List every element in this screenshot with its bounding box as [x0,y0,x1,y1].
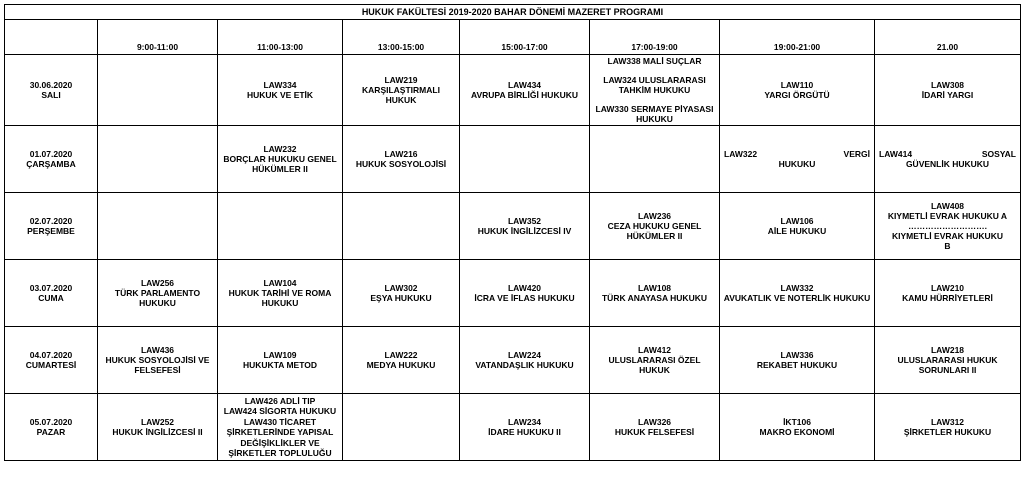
course-cell: LAW104 HUKUK TARİHİ VE ROMA HUKUKU [218,260,343,327]
course-cell: LAW106 AİLE HUKUKU [720,193,875,260]
day-label: PERŞEMBE [27,226,75,236]
table-row [5,394,1021,461]
day-label: CUMARTESİ [25,360,77,370]
header-cell-empty [5,20,98,55]
course-cell: LAW210 KAMU HÜRRİYETLERİ [875,260,1021,327]
course-cell: LAW108 TÜRK ANAYASA HUKUKU [590,260,720,327]
course-cell: LAW338 MALİ SUÇLAR LAW324 ULUSLARARASI TAHKİM HUKUKU LAW330 SERMAYE PİYASASI HUKUKU [590,55,720,126]
course-cell-empty [98,55,218,126]
course-cell: LAW236 CEZA HUKUKU GENEL HÜKÜMLER II [590,193,720,260]
header-cell: 11:00-13:00 [218,20,343,55]
header-cell: 13:00-15:00 [343,20,460,55]
course-cell: LAW332 AVUKATLIK VE NOTERLİK HUKUKU [720,260,875,327]
course-cell: LAW219 KARŞILAŞTIRMALI HUKUK [343,55,460,126]
date-label: 30.06.2020 [29,80,73,90]
course-cell: LAW224 VATANDAŞLIK HUKUKU [460,327,590,394]
course-cell: LAW420 İCRA VE İFLAS HUKUKU [460,260,590,327]
course-cell: LAW436 HUKUK SOSYOLOJİSİ VE FELSEFESİ [98,327,218,394]
course-cell: LAW336 REKABET HUKUKU [720,327,875,394]
table-row [5,126,1021,193]
course-cell: LAW222 MEDYA HUKUKU [343,327,460,394]
header-cell: 17:00-19:00 [590,20,720,55]
course-cell: LAW308 İDARİ YARGI [875,55,1021,126]
date-label: 04.07.2020 [29,350,73,360]
day-label: PAZAR [36,427,66,437]
date-cell [5,327,98,394]
course-cell-empty [343,193,460,260]
course-cell: LAW434 AVRUPA BİRLİĞİ HUKUKU [460,55,590,126]
table-row [5,327,1021,394]
course-cell-empty [590,126,720,193]
course-cell: İKT106 MAKRO EKONOMİ [720,394,875,461]
course-cell: LAW326 HUKUK FELSEFESİ [590,394,720,461]
course-cell: LAW302 EŞYA HUKUKU [343,260,460,327]
table-row [5,260,1021,327]
course-cell: LAW252 HUKUK İNGİLİZCESİ II [98,394,218,461]
course-cell-empty [98,126,218,193]
date-cell [5,260,98,327]
page-title: HUKUK FAKÜLTESİ 2019-2020 BAHAR DÖNEMİ MAZERET PROGRAMI [5,5,1021,20]
course-cell: LAW109 HUKUKTA METOD [218,327,343,394]
course-cell: LAW312 ŞİRKETLER HUKUKU [875,394,1021,461]
day-label: CUMA [38,293,64,303]
table-row [5,193,1021,260]
course-cell: LAW256 TÜRK PARLAMENTO HUKUKU [98,260,218,327]
course-cell: LAW234 İDARE HUKUKU II [460,394,590,461]
day-label: SALI [41,90,61,100]
course-cell: LAW414 SOSYAL GÜVENLİK HUKUKU [875,126,1021,193]
course-cell-empty [460,126,590,193]
date-cell [5,394,98,461]
course-cell: LAW408 KIYMETLİ EVRAK HUKUKU A ………………………. KIYMETLİ EVRAK HUKUKU B [875,193,1021,260]
course-cell: LAW412 ULUSLARARASI ÖZEL HUKUK [590,327,720,394]
course-cell: LAW110 YARGI ÖRGÜTÜ [720,55,875,126]
course-cell: LAW322 VERGİ HUKUKU [720,126,875,193]
day-label: ÇARŞAMBA [26,159,76,169]
table-row [5,55,1021,126]
date-label: 01.07.2020 [29,149,73,159]
schedule-table [4,4,1021,461]
header-cell: 9:00-11:00 [98,20,218,55]
date-label: 05.07.2020 [29,417,73,427]
date-cell [5,126,98,193]
course-cell-empty [343,394,460,461]
course-cell-empty [98,193,218,260]
course-cell-empty [218,193,343,260]
course-cell: LAW334 HUKUK VE ETİK [218,55,343,126]
header-cell: 15:00-17:00 [460,20,590,55]
course-cell: LAW352 HUKUK İNGİLİZCESİ IV [460,193,590,260]
course-cell: LAW216 HUKUK SOSYOLOJİSİ [343,126,460,193]
course-cell: LAW218 ULUSLARARASI HUKUK SORUNLARI II [875,327,1021,394]
date-cell [5,55,98,126]
date-label: 03.07.2020 [29,283,73,293]
course-cell: LAW426 ADLİ TIP LAW424 SİGORTA HUKUKU LAW430 TİCARET ŞİRKETLERİNDE YAPISAL DEĞİŞİKLİKLER VE ŞİRKETLER TOPLULUĞU [218,394,343,461]
header-row [5,20,1021,55]
date-cell [5,193,98,260]
course-cell: LAW232 BORÇLAR HUKUKU GENEL HÜKÜMLER II [218,126,343,193]
header-cell: 21.00 [875,20,1021,55]
date-label: 02.07.2020 [29,216,73,226]
header-cell: 19:00-21:00 [720,20,875,55]
